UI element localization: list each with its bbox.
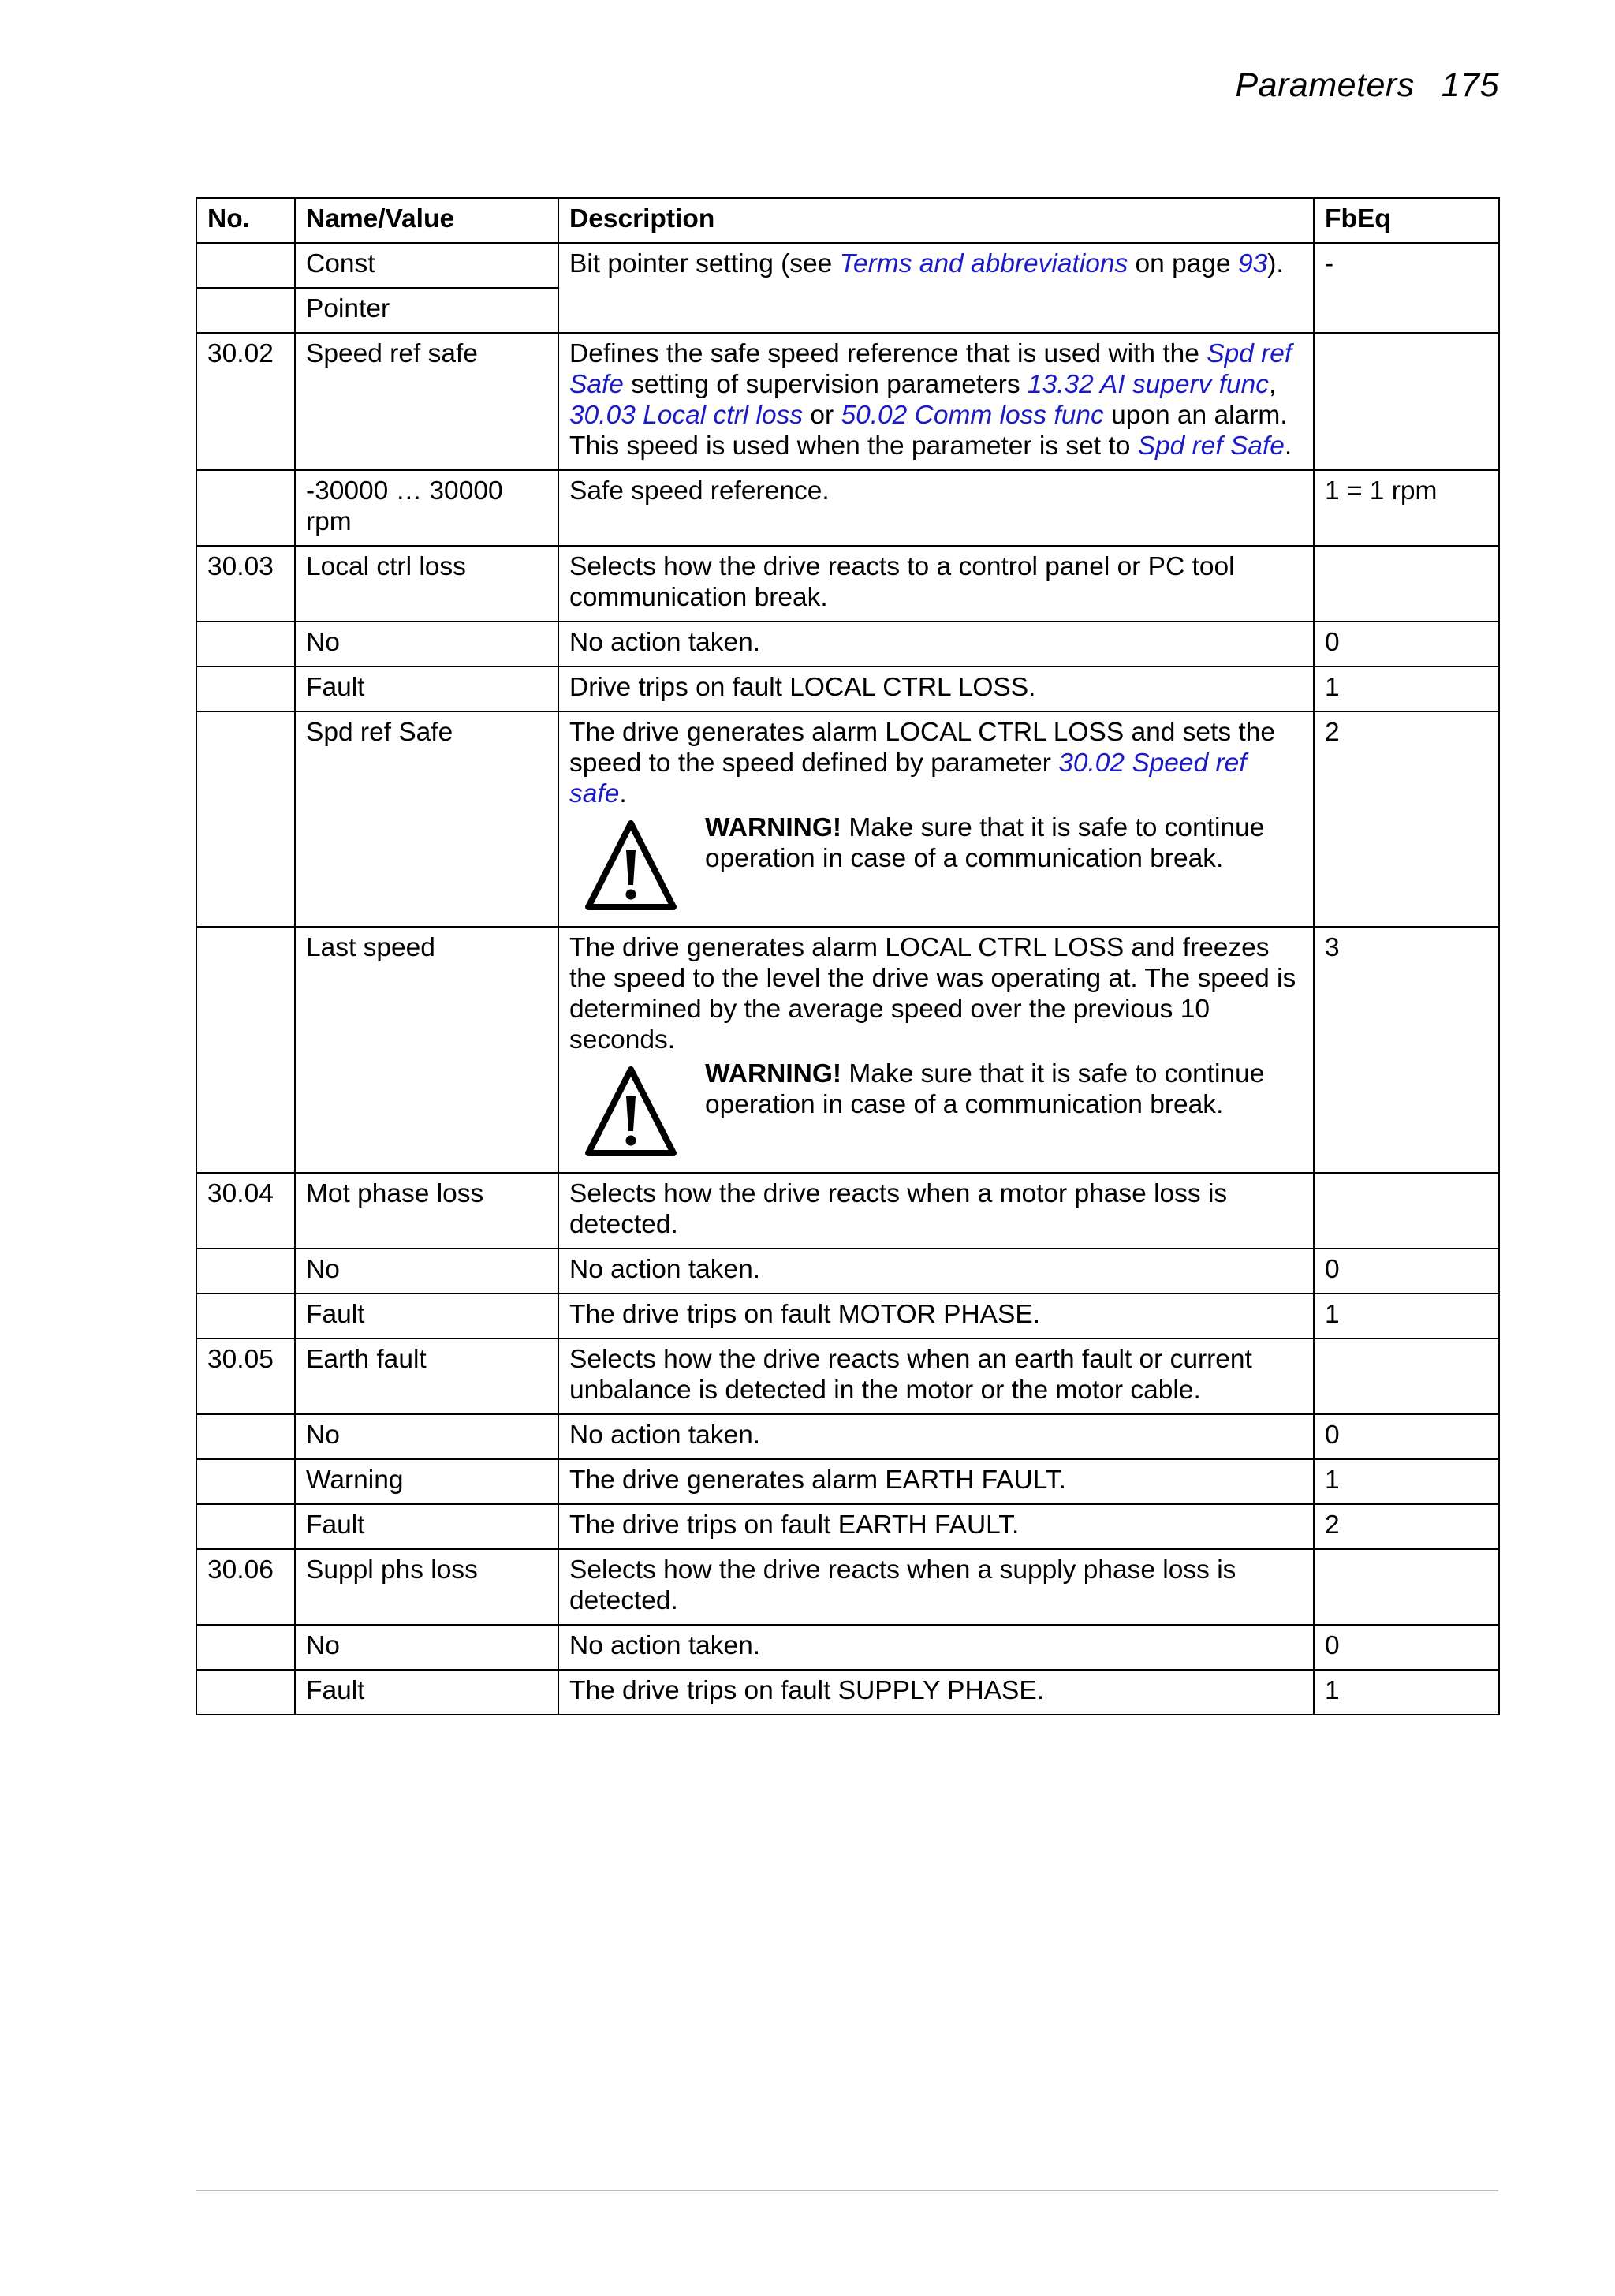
desc-text: setting of supervision parameters bbox=[623, 370, 1028, 399]
cell-name: Suppl phs loss bbox=[295, 1549, 558, 1625]
cell-no bbox=[196, 1414, 295, 1459]
cell-description bbox=[558, 243, 1314, 333]
table-row bbox=[196, 1249, 1499, 1294]
desc-text: or bbox=[803, 401, 841, 430]
cell-no bbox=[196, 1459, 295, 1504]
table-row bbox=[196, 711, 1499, 927]
cell-name: No bbox=[295, 1625, 558, 1670]
cell-name: Fault bbox=[295, 1670, 558, 1715]
cell-no: 30.02 bbox=[196, 333, 295, 470]
cell-description: The drive trips on fault EARTH FAULT. bbox=[558, 1504, 1314, 1549]
cell-fbeq bbox=[1314, 1549, 1499, 1625]
warning-text bbox=[705, 812, 1304, 874]
speed-ref-safe-link[interactable]: 30.02 Speed ref safe bbox=[569, 749, 1247, 808]
cell-description: Selects how the drive reacts when a motor phase loss is detected. bbox=[558, 1173, 1314, 1249]
table-row bbox=[196, 1294, 1499, 1338]
cell-no: 30.05 bbox=[196, 1338, 295, 1414]
table-row bbox=[196, 1338, 1499, 1414]
warning-body: Make sure that it is safe to continue operation in case of a communication break. bbox=[705, 1059, 1265, 1119]
warning-note bbox=[569, 1058, 1304, 1164]
cell-description: Selects how the drive reacts when a supply phase loss is detected. bbox=[558, 1549, 1314, 1625]
col-header-description: Description bbox=[558, 198, 1314, 243]
table-row bbox=[196, 1459, 1499, 1504]
cell-no bbox=[196, 1294, 295, 1338]
section-title: Parameters bbox=[1235, 66, 1415, 104]
cell-fbeq: 1 = 1 rpm bbox=[1314, 470, 1499, 546]
cell-fbeq bbox=[1314, 546, 1499, 622]
cell-name: No bbox=[295, 1414, 558, 1459]
cell-no bbox=[196, 1249, 295, 1294]
col-header-fbeq: FbEq bbox=[1314, 198, 1499, 243]
cell-description bbox=[558, 927, 1314, 1173]
cell-name: Fault bbox=[295, 1294, 558, 1338]
desc-text: Bit pointer setting (see bbox=[569, 249, 840, 278]
warning-triangle-icon bbox=[584, 817, 678, 912]
cell-fbeq: 2 bbox=[1314, 1504, 1499, 1549]
ai-superv-func-link[interactable]: 13.32 AI superv func bbox=[1027, 370, 1270, 399]
cell-fbeq bbox=[1314, 1173, 1499, 1249]
cell-no: 30.04 bbox=[196, 1173, 295, 1249]
cell-description: The drive trips on fault MOTOR PHASE. bbox=[558, 1294, 1314, 1338]
desc-text: ). bbox=[1267, 249, 1284, 278]
cell-no bbox=[196, 1670, 295, 1715]
cell-name: -30000 … 30000 rpm bbox=[295, 470, 558, 546]
table-header-row bbox=[196, 198, 1499, 243]
cell-fbeq: 1 bbox=[1314, 1670, 1499, 1715]
cell-name: Local ctrl loss bbox=[295, 546, 558, 622]
cell-fbeq: 1 bbox=[1314, 666, 1499, 711]
cell-no: 30.06 bbox=[196, 1549, 295, 1625]
cell-fbeq: 3 bbox=[1314, 927, 1499, 1173]
table-row bbox=[196, 333, 1499, 470]
col-header-name: Name/Value bbox=[295, 198, 558, 243]
cell-description: No action taken. bbox=[558, 1414, 1314, 1459]
cell-name: No bbox=[295, 622, 558, 666]
cell-no bbox=[196, 288, 295, 333]
cell-description: Drive trips on fault LOCAL CTRL LOSS. bbox=[558, 666, 1314, 711]
cell-description: The drive generates alarm EARTH FAULT. bbox=[558, 1459, 1314, 1504]
cell-fbeq bbox=[1314, 333, 1499, 470]
cell-fbeq: - bbox=[1314, 243, 1499, 333]
cell-name: Warning bbox=[295, 1459, 558, 1504]
cell-fbeq bbox=[1314, 1338, 1499, 1414]
desc-text: The drive generates alarm LOCAL CTRL LOSS and sets the speed to the speed defined by parameter bbox=[569, 718, 1275, 778]
cell-no: 30.03 bbox=[196, 546, 295, 622]
page-link[interactable]: 93 bbox=[1237, 249, 1268, 278]
local-ctrl-loss-link[interactable]: 30.03 Local ctrl loss bbox=[569, 401, 804, 430]
cell-fbeq: 0 bbox=[1314, 1249, 1499, 1294]
cell-description: Safe speed reference. bbox=[558, 470, 1314, 546]
cell-name: Pointer bbox=[295, 288, 558, 333]
cell-description: No action taken. bbox=[558, 1249, 1314, 1294]
spd-ref-safe-link[interactable]: Spd ref Safe bbox=[569, 339, 1292, 399]
desc-text: upon an alarm. This speed is used when the parameter is set to bbox=[569, 401, 1288, 461]
warning-label: WARNING! bbox=[705, 813, 842, 842]
cell-description bbox=[558, 711, 1314, 927]
cell-fbeq: 0 bbox=[1314, 622, 1499, 666]
cell-name: Last speed bbox=[295, 927, 558, 1173]
warning-triangle-icon bbox=[584, 1063, 678, 1158]
cell-no bbox=[196, 711, 295, 927]
table-row bbox=[196, 1414, 1499, 1459]
page-number: 175 bbox=[1441, 66, 1499, 104]
cell-name: No bbox=[295, 1249, 558, 1294]
terms-link[interactable]: Terms and abbreviations bbox=[839, 249, 1128, 278]
table-row bbox=[196, 927, 1499, 1173]
desc-paragraph bbox=[569, 717, 1304, 809]
cell-fbeq: 1 bbox=[1314, 1294, 1499, 1338]
warning-note bbox=[569, 812, 1304, 918]
desc-text: . bbox=[619, 779, 627, 808]
desc-text: on page bbox=[1128, 249, 1238, 278]
table-row bbox=[196, 1549, 1499, 1625]
cell-no bbox=[196, 927, 295, 1173]
parameters-table bbox=[196, 197, 1500, 1715]
cell-name: Fault bbox=[295, 1504, 558, 1549]
cell-no bbox=[196, 666, 295, 711]
col-header-no: No. bbox=[196, 198, 295, 243]
page-header bbox=[1236, 66, 1500, 105]
cell-no bbox=[196, 1625, 295, 1670]
cell-no bbox=[196, 622, 295, 666]
table-row bbox=[196, 1670, 1499, 1715]
table-row bbox=[196, 1173, 1499, 1249]
cell-description: Selects how the drive reacts to a control panel or PC tool communication break. bbox=[558, 546, 1314, 622]
spd-ref-safe-link[interactable]: Spd ref Safe bbox=[1137, 431, 1285, 461]
cell-description: No action taken. bbox=[558, 1625, 1314, 1670]
cell-no bbox=[196, 1504, 295, 1549]
desc-text: , bbox=[1269, 370, 1277, 399]
cell-description: Selects how the drive reacts when an earth fault or current unbalance is detected in the motor or the motor cable. bbox=[558, 1338, 1314, 1414]
desc-text: Defines the safe speed reference that is used with the bbox=[569, 339, 1207, 368]
table-row bbox=[196, 1504, 1499, 1549]
cell-name: Fault bbox=[295, 666, 558, 711]
cell-no bbox=[196, 243, 295, 288]
desc-text: . bbox=[1284, 431, 1292, 461]
cell-description: The drive trips on fault SUPPLY PHASE. bbox=[558, 1670, 1314, 1715]
cell-no bbox=[196, 470, 295, 546]
table-row bbox=[196, 622, 1499, 666]
cell-fbeq: 1 bbox=[1314, 1459, 1499, 1504]
warning-body: Make sure that it is safe to continue operation in case of a communication break. bbox=[705, 813, 1265, 873]
table-row bbox=[196, 470, 1499, 546]
cell-name: Speed ref safe bbox=[295, 333, 558, 470]
cell-name: Earth fault bbox=[295, 1338, 558, 1414]
table-row bbox=[196, 666, 1499, 711]
cell-fbeq: 0 bbox=[1314, 1414, 1499, 1459]
table-row bbox=[196, 1625, 1499, 1670]
footer-divider bbox=[196, 2190, 1498, 2191]
cell-name: Mot phase loss bbox=[295, 1173, 558, 1249]
desc-paragraph: The drive generates alarm LOCAL CTRL LOSS and freezes the speed to the level the drive was operating at. The speed is determined by the average speed over the previous 10 seconds. bbox=[569, 933, 1296, 1055]
cell-fbeq: 0 bbox=[1314, 1625, 1499, 1670]
warning-label: WARNING! bbox=[705, 1059, 842, 1088]
cell-description: No action taken. bbox=[558, 622, 1314, 666]
table-row bbox=[196, 546, 1499, 622]
warning-text bbox=[705, 1058, 1304, 1120]
cell-name: Const bbox=[295, 243, 558, 288]
table-row bbox=[196, 243, 1499, 288]
cell-name: Spd ref Safe bbox=[295, 711, 558, 927]
comm-loss-func-link[interactable]: 50.02 Comm loss func bbox=[841, 401, 1104, 430]
cell-fbeq: 2 bbox=[1314, 711, 1499, 927]
cell-description bbox=[558, 333, 1314, 470]
